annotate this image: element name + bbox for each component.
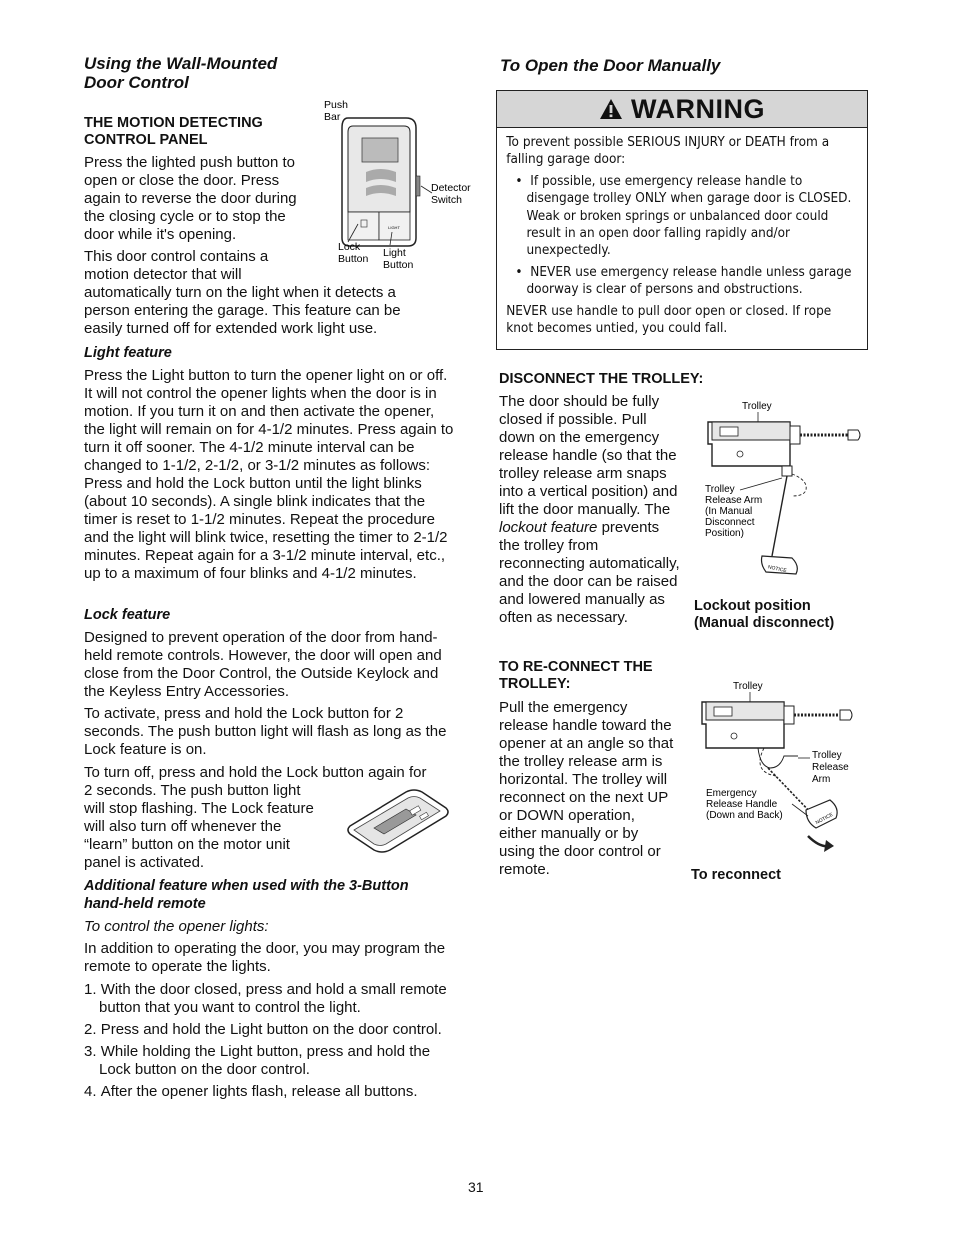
panel-body bbox=[342, 118, 420, 246]
warning-body bbox=[497, 128, 870, 337]
trolley-label: Trolley bbox=[733, 681, 763, 692]
step-4: 4. After the opener lights flash, release all buttons. bbox=[84, 1083, 418, 1100]
control-lights-subheading: To control the opener lights: bbox=[84, 918, 269, 935]
reconnect-figure bbox=[700, 676, 870, 862]
warning-header bbox=[497, 91, 867, 128]
lockout-position-figure bbox=[700, 396, 870, 586]
emergency-handle-label-2: Release Handle bbox=[706, 799, 778, 810]
step-1: 1. With the door closed, press and hold a small remote button that you want to control the light. bbox=[84, 981, 447, 1016]
door-control-panel-illustration bbox=[320, 96, 480, 276]
motion-heading: THE MOTION DETECTING CONTROL PANEL bbox=[84, 115, 263, 148]
motion-paragraph-2: This door control contains a motion detector that will bbox=[84, 248, 269, 283]
lockout-figure-caption: Lockout position (Manual disconnect) bbox=[694, 598, 835, 631]
notice-tag: NOTICE bbox=[767, 564, 788, 575]
detector-label-1: Detector bbox=[431, 182, 471, 194]
warning-intro: To prevent possible SERIOUS INJURY or DEATH from a falling garage door: bbox=[506, 135, 830, 168]
emergency-handle-label-3: (Down and Back) bbox=[706, 810, 783, 821]
programming-steps bbox=[84, 981, 458, 1105]
reconnect-heading: TO RE-CONNECT THE TROLLEY: bbox=[499, 659, 653, 692]
warning-outro: NEVER use handle to pull door open or closed. If rope knot becomes untied, you could fall. bbox=[506, 303, 832, 337]
release-arm-label-4: Disconnect bbox=[705, 517, 755, 528]
light-button-label-1: Light bbox=[383, 247, 406, 259]
trolley-label: Trolley bbox=[742, 401, 772, 412]
warning-title: WARNING bbox=[631, 93, 765, 124]
lockout-feature-term: lockout feature bbox=[499, 519, 598, 536]
disconnect-text: The door should be fully closed if possible. Pull down on the emergency release handle (so that the trolley release arm snaps into a vertical position) and lift the door manually. The lockout feature prevents the trolley from reconnecting automatically, and the door can be raised and lowered manually as often as necessary. bbox=[499, 393, 680, 626]
light-feature-heading: Light feature bbox=[84, 345, 172, 361]
lock-feature-paragraph-2: To activate, press and hold the Lock button for 2 seconds. The push button light will flash as long as the Lock feature is on. bbox=[84, 705, 447, 758]
push-bar-label-1: Push bbox=[324, 99, 348, 111]
light-button-label-2: Button bbox=[383, 259, 414, 271]
svg-text:LIGHT: LIGHT bbox=[388, 225, 400, 230]
lock-button-label-1: Lock bbox=[338, 241, 361, 253]
light-feature-text: Press the Light button to turn the opener light on or off. It will not control the opener lights when the door is in motion. If you turn it on and then activate the opener, the light will remain on for 4-1/2 minutes. Press again to turn it off sooner. The 4-1/2 minute interval can be changed to 1-1/2, 2-1/2, or 3-1/2 minutes as follows: Press and hold the Lock button until the light blinks (about 10 seconds). A single blink indicates that the timer is reset to 1-1/2 minutes. Repeat the procedure and the light will blink twice, resetting the timer to 2-1/2 minutes. Repeat again for a 3-1/2 minute interval, etc., up to a maximum of four blinks and 4-1/2 minutes. bbox=[84, 367, 454, 582]
warning-box bbox=[496, 90, 868, 350]
reconnect-arm-label-3: Arm bbox=[812, 774, 831, 785]
warning-bullet: • NEVER use emergency release handle unless garage doorway is clear of persons and obstructions. bbox=[515, 264, 852, 298]
section-title: Using the Wall-Mounted Door Control bbox=[84, 54, 278, 92]
warning-bullet: • If possible, use emergency release handle to disengage trolley ONLY when garage door is CLOSED. Weak or broken springs or unbalanced door could result in an open door falling rapidly and/or unexpectedly. bbox=[515, 173, 852, 259]
motion-paragraph-1: Press the lighted push button to open or close the door. Press again to reverse the door during the closing cycle or to stop the door while it's opening. bbox=[84, 154, 297, 243]
motion-paragraph-2-rest: automatically turn on the light when it detects a person entering the garage. This feature can be easily turned off for extended work light use. bbox=[84, 284, 401, 337]
warning-triangle-icon bbox=[599, 98, 623, 120]
page-number: 31 bbox=[468, 1179, 484, 1195]
lock-feature-paragraph-3: 2 seconds. The push button light will stop flashing. The Lock feature will also turn off whenever the “learn” button on the motor unit panel is activated. bbox=[84, 782, 314, 871]
step-2: 2. Press and hold the Light button on the door control. bbox=[84, 1021, 442, 1038]
lock-feature-heading: Lock feature bbox=[84, 607, 171, 623]
additional-feature-heading: Additional feature when used with the 3-Button hand-held remote bbox=[84, 878, 409, 912]
reconnect-text: Pull the emergency release handle toward the opener at an angle so that the trolley release arm is horizontal. The trolley will reconnect on the next UP or DOWN operation, either manually or by using the door control or remote. bbox=[499, 699, 674, 878]
detector-switch bbox=[416, 176, 420, 196]
lock-feature-paragraph-3-first: To turn off, press and hold the Lock button again for bbox=[84, 764, 427, 781]
notice-tag: NOTICE bbox=[814, 811, 835, 827]
push-bar-label-2: Bar bbox=[324, 111, 341, 123]
lock-button-label-2: Button bbox=[338, 253, 369, 265]
reconnect-arm-label-1: Trolley bbox=[812, 750, 842, 761]
detector-label-2: Switch bbox=[431, 194, 462, 206]
step-3: 3. While holding the Light button, press and hold the Lock button on the door control. bbox=[84, 1043, 431, 1078]
release-arm-label-1: Trolley bbox=[705, 484, 735, 495]
disconnect-heading: DISCONNECT THE TROLLEY: bbox=[499, 371, 704, 387]
program-remote-text: In addition to operating the door, you may program the remote to operate the lights. bbox=[84, 940, 446, 975]
emergency-handle-label-1: Emergency bbox=[706, 788, 757, 799]
reconnect-figure-caption: To reconnect bbox=[691, 867, 781, 883]
remote-control-illustration bbox=[344, 784, 454, 858]
release-arm-label-5: Position) bbox=[705, 528, 744, 539]
lock-feature-paragraph-1: Designed to prevent operation of the door from hand-held remote controls. However, the door will open and close from the Door Control, the Outside Keylock and the Keyless Entry Accessories. bbox=[84, 629, 442, 700]
release-arm-label-3: (In Manual bbox=[705, 506, 753, 517]
release-arm-label-2: Release Arm bbox=[705, 495, 763, 506]
manual-open-title: To Open the Door Manually bbox=[500, 56, 721, 75]
reconnect-arm-label-2: Release bbox=[812, 762, 849, 773]
